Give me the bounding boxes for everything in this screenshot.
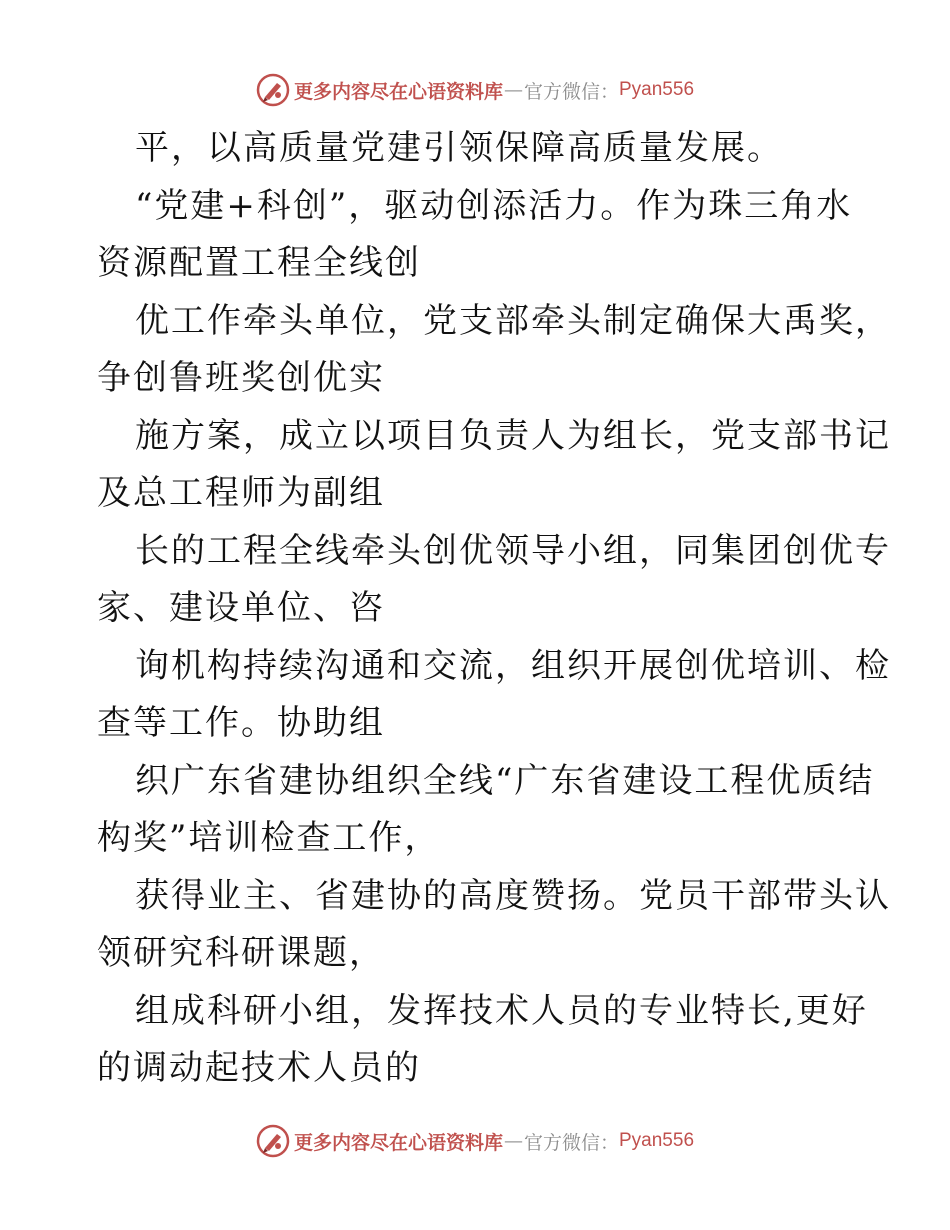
text-line: 长的工程全线牵头创优领导小组，同集团创优专: [135, 530, 891, 571]
banner-contact-label: 官方微信：: [523, 1131, 619, 1154]
text-line: 及总工程师为副组: [97, 473, 385, 513]
banner-dash: —: [503, 1130, 523, 1152]
footer-banner: [0, 1121, 950, 1161]
pen-logo-icon: [256, 1124, 290, 1158]
pen-logo-icon: [256, 73, 290, 107]
text-line: 领研究科研课题，: [97, 933, 385, 973]
text-line: 织广东省建协组织全线“广东省建设工程优质结: [135, 760, 875, 801]
header-banner: [0, 70, 950, 110]
text-line: 争创鲁班奖创优实: [97, 358, 385, 398]
document-body: [97, 120, 891, 1098]
text-line: 查等工作。协助组: [97, 703, 385, 743]
text-line: 组成科研小组，发挥技术人员的专业特长,更好: [135, 990, 868, 1031]
banner-contact-label: 官方微信：: [523, 80, 619, 103]
text-line: 施方案，成立以项目负责人为组长，党支部书记: [135, 415, 891, 456]
banner-title: 更多内容尽在心语资料库: [293, 80, 503, 103]
text-line: 询机构持续沟通和交流，组织开展创优培训、检: [135, 645, 891, 686]
text-line: 家、建设单位、咨: [97, 588, 385, 628]
text-line: 的调动起技术人员的: [97, 1048, 421, 1088]
banner-title: 更多内容尽在心语资料库: [293, 1131, 503, 1154]
text-line: “党建+科创”，驱动创添活力。作为珠三角水: [135, 185, 853, 226]
banner-contact-id: Pyan556: [619, 79, 695, 100]
text-line: 构奖”培训检查工作，: [97, 818, 441, 858]
text-line: 优工作牵头单位，党支部牵头制定确保大禹奖，: [135, 300, 891, 341]
text-line: 获得业主、省建协的高度赞扬。党员干部带头认: [135, 875, 891, 916]
banner-dash: —: [503, 79, 523, 101]
text-line: 资源配置工程全线创: [97, 243, 421, 283]
banner-contact-id: Pyan556: [619, 1130, 695, 1151]
text-line: 平，以高质量党建引领保障高质量发展。: [135, 128, 783, 168]
